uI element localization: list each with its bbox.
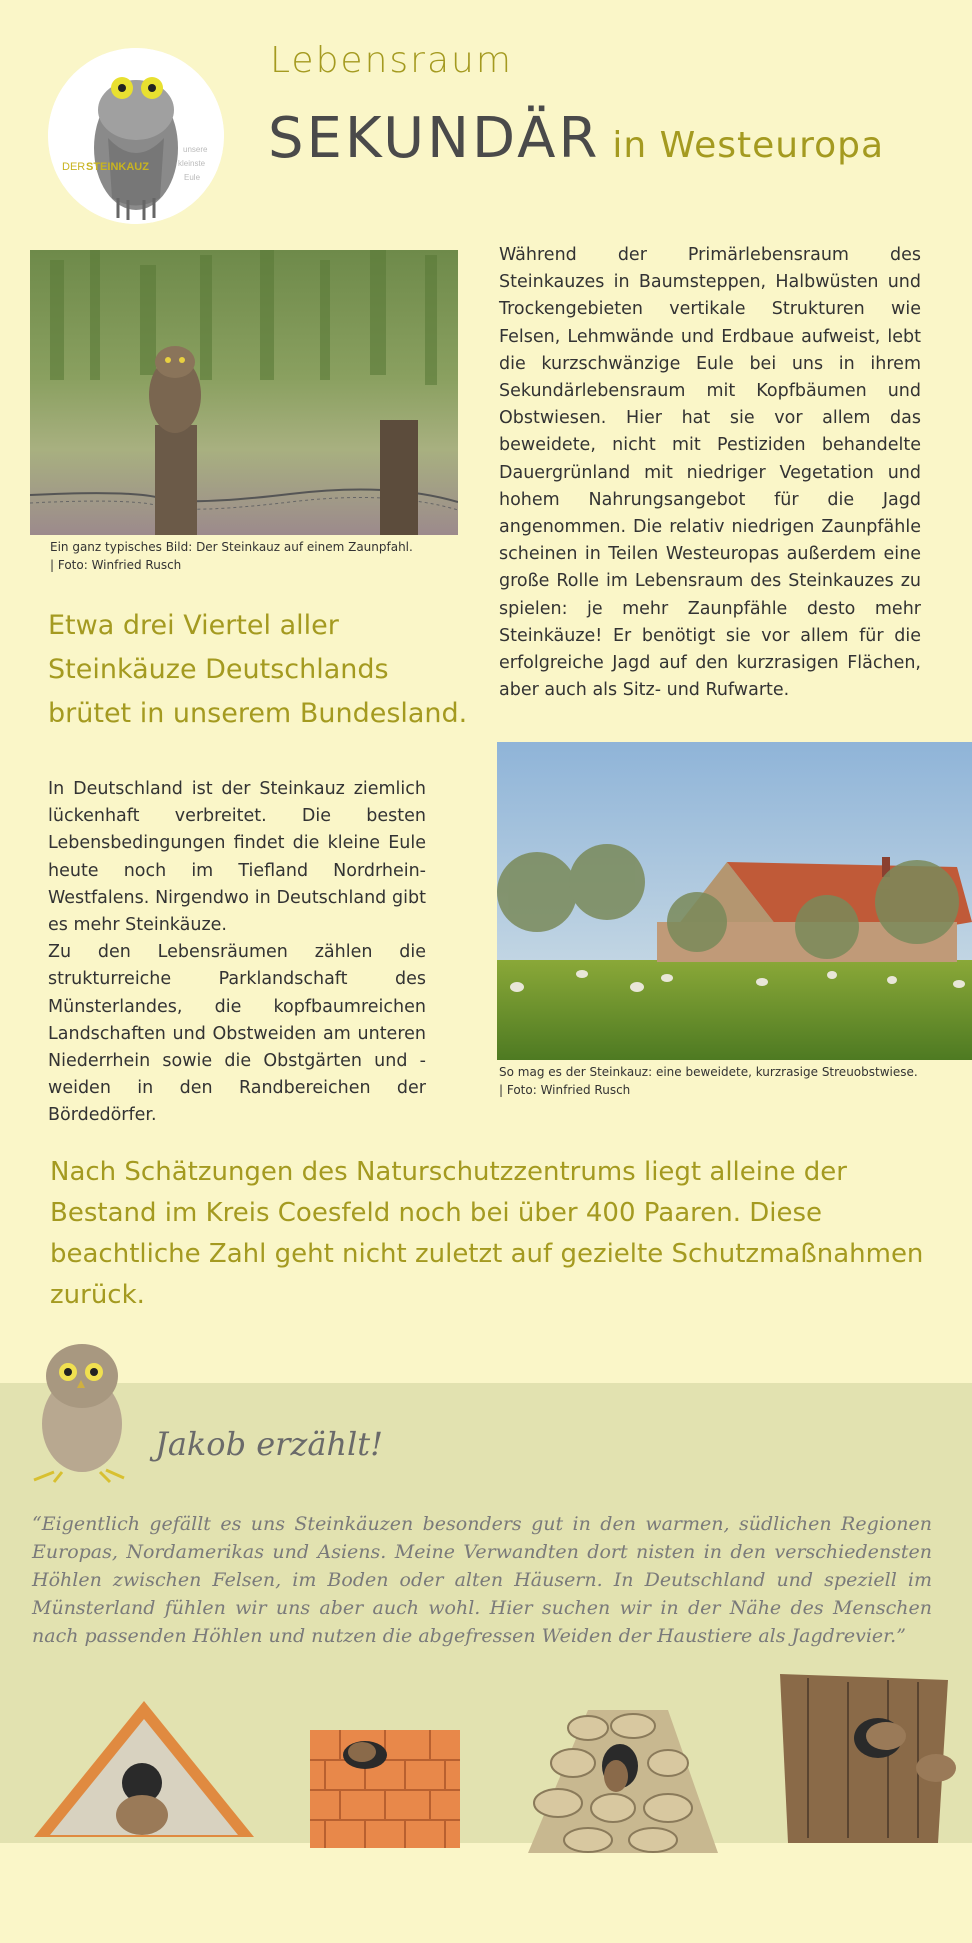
logo-text-eule: Eule <box>184 173 201 182</box>
title-lebensraum: Lebensraum <box>270 40 513 81</box>
photo2-caption <box>499 1063 969 1099</box>
orchard-meadow-photo <box>497 742 972 1060</box>
photo1-caption-text: Ein ganz typisches Bild: Der Steinkauz auf einem Zaunpfahl. <box>50 540 413 554</box>
logo-text-kleinste: kleinste <box>178 159 206 168</box>
distribution-text <box>48 776 426 1130</box>
logo-text-steinkauz: STEINKAUZ <box>86 161 149 173</box>
jakob-quote: “Eigentlich gefällt es uns Steinkäuzen besonders gut in den warmen, südlichen Regionen Europas, Nordamerikas und Asiens. Meine Verwandten dort nisten in den verschiedensten Höhlen zwischen Felsen, im Boden oder alten Häusern. In Deutschland und speziell im Münsterland fühlen wir uns aber auch wohl. Hier suchen wir in der Nähe des Menschen nach passenden Höhlen und nutzen die abgefressen Weiden der Haustiere als Jagdrevier.” <box>32 1513 932 1647</box>
title-sekundaer: SEKUNDÄR <box>268 106 601 171</box>
highlight-statement-2: Nach Schätzungen des Naturschutzzentrums liegt alleine der Bestand im Kreis Coesfeld noch bei über 400 Paaren. Diese beachtliche Zahl geht nicht zuletzt auf gezielte Schutzmaßnahmen zurück. <box>50 1157 924 1310</box>
logo-text-unsere: unsere <box>183 145 208 154</box>
stone-wall-illustration <box>528 1708 718 1853</box>
owl-fencepost-photo <box>30 250 458 535</box>
photo1-credit: | Foto: Winfried Rusch <box>50 558 182 572</box>
photo2-caption-text: So mag es der Steinkauz: eine beweidete, kurzrasige Streuobstwiese. <box>499 1065 918 1079</box>
photo2-credit: | Foto: Winfried Rusch <box>499 1083 631 1097</box>
tree-trunk-illustration <box>768 1668 964 1843</box>
logo-text-der: DER <box>62 161 86 173</box>
jakob-owl-icon <box>24 1332 144 1484</box>
intro-paragraph: Während der Primärlebensraum des Steinkauzes in Baumsteppen, Halbwüsten und Trockengebieten vertikale Strukturen wie Felsen, Lehmwände und Erdbaue aufweist, lebt die kurzschwänzige Eule bei uns in ihrem Sekundärlebensraum mit Kopfbäumen und Obstwiesen. Hier hat sie vor allem das beweidete, nicht mit Pestiziden behandelte Dauergrünland mit niedriger Vegetation und hohem Nahrungsangebot für die Jagd angenommen. Die relativ niedrigen Zaunpfähle scheinen in Teilen Westeuropas außerdem eine große Rolle im Lebensraum des Steinkauzes zu spielen: je mehr Zaunpfähle desto mehr Steinkäuze! Er benötigt sie vor allem für die erfolgreiche Jagd auf den kurzrasigen Flächen, aber auch als Sitz- und Rufwarte. <box>499 245 921 701</box>
jakob-title: Jakob erzählt! <box>155 1425 383 1463</box>
roof-tiles-illustration <box>310 1730 460 1855</box>
photo1-caption <box>50 538 470 574</box>
page-title <box>268 106 884 171</box>
distribution-paragraph-2: Zu den Lebensräumen zählen die strukturreiche Parklandschaft des Münsterlandes, die kopfbaumreichen Landschaften und Obstweiden am unteren Niederrhein sowie die Obstgärten und -weiden in den Randbereichen der Bördedörfer. <box>48 942 426 1126</box>
distribution-paragraph-1: In Deutschland ist der Steinkauz ziemlich lückenhaft verbreitet. Die besten Lebensbedingungen findet die kleine Eule heute noch im Tiefland Nordrhein-Westfalens. Nirgendwo in Deutschland gibt es mehr Steinkäuze. <box>48 779 426 936</box>
steinkauz-logo <box>48 48 224 224</box>
nest-box-illustration <box>30 1695 258 1843</box>
owl-logo-icon <box>48 48 224 224</box>
highlight-statement-1: Etwa drei Viertel aller Steinkäuze Deutschlands brütet in unserem Bundesland. <box>48 610 468 729</box>
title-westeuropa: in Westeuropa <box>612 125 885 166</box>
